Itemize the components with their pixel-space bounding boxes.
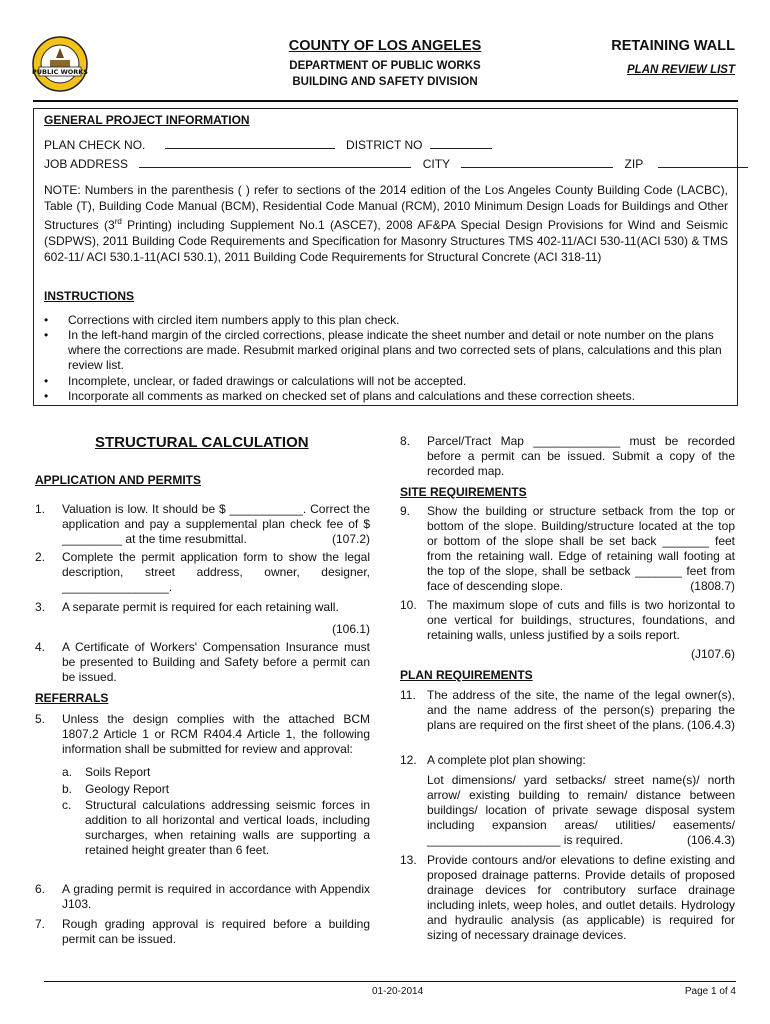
document-subtitle: PLAN REVIEW LIST	[627, 64, 735, 76]
instructions-heading: INSTRUCTIONS	[44, 289, 134, 303]
item-text: A separate permit is required for each retaining wall.	[62, 600, 339, 614]
item-number: 10.	[400, 598, 417, 612]
item-text: A Certificate of Workers' Compensation Insurance must be presented to Building and Safety before a permit can be issued.	[62, 640, 370, 684]
item-reference: (J107.6)	[690, 647, 735, 661]
header-divider	[33, 100, 738, 102]
item-9	[400, 504, 735, 594]
logo-text: PUBLIC WORKS	[31, 68, 89, 76]
item-1	[35, 502, 370, 547]
item-number: 12.	[400, 753, 417, 767]
instruction-item: • Incorporate all comments as marked on checked set of plans and calculations and these correction sheets.	[44, 389, 728, 404]
item-reference: (106.4.3)	[686, 833, 735, 847]
city-label: CITY	[422, 157, 450, 171]
instruction-item: • In the left-hand margin of the circled corrections, please indicate the sheet number and detail or note number on the plans where the corrections are made. Resubmit marked original plans and two corrected sets of plans, calculations and this plan review list.	[44, 328, 728, 373]
item-number: 2.	[35, 550, 46, 564]
department-name: DEPARTMENT OF PUBLIC WORKS	[289, 60, 481, 72]
header-right	[555, 38, 735, 76]
item-2	[35, 550, 370, 595]
item-number: 6.	[35, 882, 46, 896]
item-4	[35, 640, 370, 685]
instruction-item: • Corrections with circled item numbers apply to this plan check.	[44, 313, 728, 328]
plan-check-label: PLAN CHECK NO.	[44, 138, 146, 152]
item-text: A grading permit is required in accordance with Appendix J103.	[62, 882, 370, 911]
item-reference: (107.2)	[331, 532, 370, 546]
item-5	[35, 712, 370, 757]
item-number: 8.	[400, 434, 411, 448]
item-12	[400, 753, 735, 848]
document-type: RETAINING WALL	[611, 38, 735, 54]
application-permits-heading: APPLICATION AND PERMITS	[35, 473, 202, 487]
item-10	[400, 598, 735, 662]
item-text: The maximum slope of cuts and fills is two horizontal to one vertical for buildings, structures, foundations, and retaining walls, unless justified by a soils report.	[427, 598, 735, 642]
header-center	[260, 38, 510, 90]
item-number: 11.	[400, 688, 416, 702]
item-reference: (1808.7)	[690, 579, 735, 593]
sub-item-c	[62, 798, 370, 858]
code-reference-note	[44, 182, 728, 265]
instruction-text: Incorporate all comments as marked on checked set of plans and calculations and these correction sheets.	[68, 389, 635, 403]
item-number: 5.	[35, 712, 46, 726]
item-number: 13.	[400, 853, 417, 867]
item-text: Provide contours and/or elevations to define existing and proposed drainage patterns. Provide details of proposed drainage devices for contributory surface drainage including inlets, weep holes, and outlet details. Hydrology and hydraulic analysis (as applicable) is required for sizing of necessary drainage devices.	[427, 853, 735, 942]
item-text: Valuation is low. It should be $ ___________. Correct the application and pay a supplemental plan check fee of $ _________ at the time resubmittal.	[62, 502, 370, 546]
county-title: COUNTY OF LOS ANGELES	[288, 38, 482, 54]
item-7	[35, 917, 370, 947]
instruction-text: Corrections with circled item numbers apply to this plan check.	[68, 313, 400, 327]
item-3	[35, 600, 370, 637]
sub-item-b	[62, 782, 370, 797]
city-field[interactable]	[461, 156, 613, 168]
plan-check-row	[44, 137, 492, 153]
item-text: A complete plot plan showing:	[427, 753, 586, 767]
sub-item-label: a.	[62, 765, 73, 779]
zip-field[interactable]	[658, 156, 748, 168]
note-superscript: rd	[114, 217, 122, 226]
zip-label: ZIP	[624, 157, 643, 171]
county-seal-logo	[30, 34, 90, 94]
footer-page-number: Page 1 of 4	[684, 986, 736, 997]
item-number: 9.	[400, 504, 411, 518]
item-8	[400, 434, 735, 479]
note-text-end: Printing) including Supplement No.1 (ASCE7), 2008 AF&PA Special Design Provisions for Wind and Seismic (SDPWS), 2011 Building Code Requirements and Specification for Masonry Structures TMS 402-11/ACI 530-11(ACI 530) & TMS 602-11/ ACI 530.1-11(ACI 530.1), 2011 Building Code Requirements for Structural Concrete (ACI 318-11)	[44, 218, 728, 264]
general-heading: GENERAL PROJECT INFORMATION	[44, 113, 250, 127]
division-name: BUILDING AND SAFETY DIVISION	[292, 76, 478, 88]
item-number: 1.	[35, 502, 46, 516]
item-text: Parcel/Tract Map _____________ must be recorded before a permit can be issued. Submit a copy of the recorded map.	[427, 434, 735, 478]
item-text: Rough grading approval is required before a building permit can be issued.	[62, 917, 370, 946]
instruction-item: • Incomplete, unclear, or faded drawings or calculations will not be accepted.	[44, 374, 728, 389]
district-field[interactable]	[430, 137, 492, 149]
footer-divider	[44, 981, 736, 982]
sub-item-text: Geology Report	[85, 782, 170, 796]
job-address-row	[44, 156, 748, 172]
sub-item-text: Soils Report	[85, 765, 151, 779]
instruction-text: In the left-hand margin of the circled corrections, please indicate the sheet number and detail or note number on the plans where the corrections are made. Resubmit marked original plans and two corrected sets of plans, calculations and this plan review list.	[68, 328, 722, 372]
item-number: 3.	[35, 600, 46, 614]
footer-date: 01-20-2014	[372, 986, 424, 997]
item-text: The address of the site, the name of the legal owner(s), and the name address of the person(s) preparing the plans are required on the first sheet of the plans.	[427, 688, 735, 732]
plan-check-field[interactable]	[165, 137, 335, 149]
site-requirements-heading: SITE REQUIREMENTS	[400, 485, 527, 499]
job-address-field[interactable]	[139, 156, 411, 168]
sub-item-a	[62, 765, 370, 780]
job-address-label: JOB ADDRESS	[44, 157, 129, 171]
item-13	[400, 853, 735, 943]
item-text: Show the building or structure setback from the top or bottom of the slope. Building/structure located at the top or bottom of the slope shall be set back _______ feet from the retaining wall. Edge of retaining wall footing at the top of the slope, shall be setback _______ feet from face of descending slope.	[427, 504, 735, 593]
note-text: NOTE: Numbers in the parenthesis ( ) refer to sections of the 2014 edition of the Los Angeles County Building Code (LACBC), Table (T), Building Code Manual (BCM), Residential Code Manual (RCM), 2010 Minimum Design Loads for Buildings and Other Structures (3	[44, 183, 728, 232]
item-reference: (106.1)	[331, 622, 370, 636]
sub-item-label: c.	[62, 798, 72, 812]
district-label: DISTRICT NO	[346, 138, 423, 152]
item-number: 4.	[35, 640, 46, 654]
structural-calculation-title: STRUCTURAL CALCULATION	[95, 434, 309, 451]
item-text: Unless the design complies with the attached BCM 1807.2 Article 1 or RCM R404.4 Article 1, the following information shall be submitted for review and approval:	[62, 712, 370, 756]
referrals-heading: REFERRALS	[35, 691, 109, 705]
item-11	[400, 688, 735, 733]
item-text: Complete the permit application form to show the legal description, street address, owner, designer, ________________.	[62, 550, 370, 594]
item-number: 7.	[35, 917, 46, 931]
sub-item-label: b.	[62, 782, 73, 796]
plan-requirements-heading: PLAN REQUIREMENTS	[400, 668, 533, 682]
item-reference: (106.4.3)	[686, 718, 735, 732]
instruction-text: Incomplete, unclear, or faded drawings or calculations will not be accepted.	[68, 374, 467, 388]
item-detail-text: Lot dimensions/ yard setbacks/ street name(s)/ north arrow/ existing building to remain/ distance between buildings/ location of private sewage disposal system including expansion areas/ utilities/ easements/ ____________________ is required.	[427, 773, 735, 847]
sub-item-text: Structural calculations addressing seismic forces in addition to all horizontal and vertical loads, including surcharges, when retaining walls are supporting a retained height greater than 6 feet.	[85, 798, 370, 857]
item-6	[35, 882, 370, 912]
